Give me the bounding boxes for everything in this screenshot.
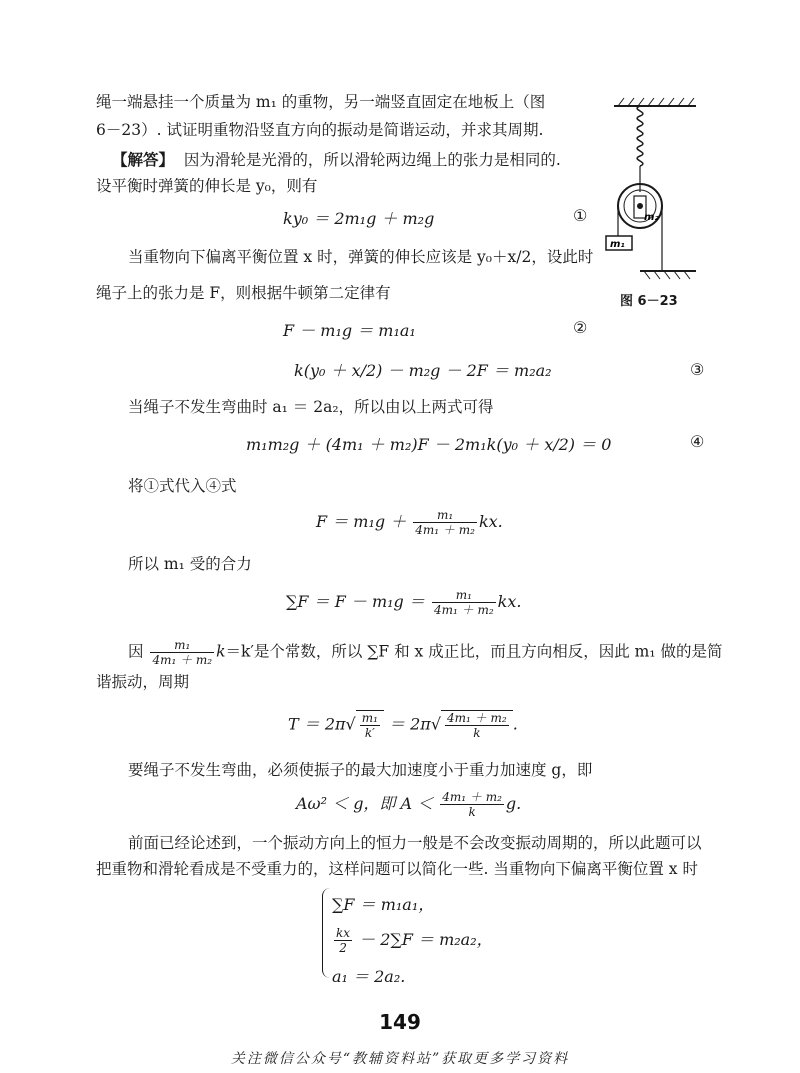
line10-denominator: 4m₁ ＋ m₂ <box>152 653 213 667</box>
line10-rest: ＝k′是个常数，所以 ∑F 和 x 成正比，而且方向相反，因此 m₁ 做的是简 <box>225 642 723 661</box>
text-line-5: 当重物向下偏离平衡位置 x 时，弹簧的伸长应该是 y₀＋x/2，设此时 <box>128 248 594 266</box>
text-line-13: 前面已经论述到，一个振动方向上的恒力一般是不会改变振动周期的，所以此题可以 <box>128 834 702 852</box>
eq5-left: F ＝ m₁g ＋ <box>316 512 407 531</box>
text-line-7: 当绳子不发生弯曲时 a₁ ＝ 2a₂，所以由以上两式可得 <box>128 398 494 416</box>
eq3-k: k <box>294 361 304 380</box>
text-line-14: 把重物和滑轮看成是不受重力的，这样问题可以简化一些. 当重物向下偏离平衡位置 x 时 <box>96 860 698 878</box>
system-eq-2-numerator: kx <box>336 926 351 940</box>
eq7-num-1: m₁ <box>361 711 378 725</box>
equation-number-1: ① <box>573 206 588 225</box>
system-eq-2-fraction <box>334 926 352 955</box>
m2-label: m₂ <box>644 212 659 223</box>
line10-k: k <box>216 642 226 661</box>
system-eq-3: a₁ ＝ 2a₂. <box>332 967 406 986</box>
text-line-4: 设平衡时弹簧的伸长是 y₀，则有 <box>96 177 318 195</box>
equation-8 <box>296 790 521 819</box>
text-line-9: 所以 m₁ 受的合力 <box>128 555 252 573</box>
eq4-paren: (y₀ ＋ x/2) <box>496 435 576 454</box>
equation-3 <box>294 358 552 381</box>
eq6-right: kx. <box>497 592 522 611</box>
text-line-12: 要绳子不发生弯曲，必须使振子的最大加速度小于重力加速度 g，即 <box>128 761 593 779</box>
ceiling-hatch <box>618 98 694 106</box>
eq6-numerator: m₁ <box>455 588 472 602</box>
eq8-left: Aω² ＜ g，即 A ＜ <box>296 794 434 813</box>
eq7-end: . <box>512 714 518 734</box>
eq6-fraction <box>432 588 496 617</box>
answer-label: 【解答】 <box>112 151 175 169</box>
equation-number-2: ② <box>573 318 588 337</box>
eq5-denominator: 4m₁ ＋ m₂ <box>415 523 475 537</box>
eq7-mid: ＝ 2π <box>383 714 431 734</box>
equation-4 <box>246 432 611 455</box>
spring <box>637 106 643 166</box>
eq3-rest: － m₂g － 2F ＝ m₂a₂ <box>382 361 552 380</box>
eq5-right: kx. <box>478 512 503 531</box>
pulley-axle <box>637 203 643 209</box>
text-line-10 <box>128 638 722 667</box>
eq5-numerator: m₁ <box>437 508 454 522</box>
eq6-left: ∑F ＝ F － m₁g ＝ <box>286 592 425 611</box>
eq7-num-2: 4m₁ ＋ m₂ <box>447 711 507 725</box>
eq8-fraction <box>440 790 504 819</box>
equation-1: ky₀ ＝ 2m₁g ＋ m₂g <box>283 209 435 228</box>
text-line-11: 谐振动，周期 <box>96 673 190 691</box>
eq6-denominator: 4m₁ ＋ m₂ <box>433 603 494 617</box>
equation-5 <box>316 508 503 537</box>
text-line-2: 6－23）. 试证明重物沿竖直方向的振动是简谐运动，并求其周期. <box>96 121 544 139</box>
eq4-left: m₁m₂g ＋ (4m₁ ＋ m₂)F － 2m₁k <box>246 435 497 454</box>
text-line-6: 绳子上的张力是 F，则根据牛顿第二定律有 <box>96 284 391 302</box>
eq8-numerator: 4m₁ ＋ m₂ <box>442 790 502 804</box>
figure-caption: 图 6－23 <box>620 294 678 309</box>
text-line-1: 绳一端悬挂一个质量为 m₁ 的重物，另一端竖直固定在地板上（图 <box>96 93 546 111</box>
system-eq-2 <box>332 926 493 955</box>
equation-number-4: ④ <box>690 432 705 451</box>
line10-start: 因 <box>128 642 144 661</box>
equation-number-3: ③ <box>690 360 705 379</box>
eq8-right: g. <box>505 794 522 813</box>
eq7-sqrt-2 <box>441 710 513 740</box>
eq7-left: T ＝ 2π <box>288 714 346 734</box>
text-line-8: 将①式代入④式 <box>128 477 237 495</box>
system-eq-2-denominator: 2 <box>334 940 352 955</box>
floor-hatch <box>644 271 690 279</box>
eq8-denominator: k <box>440 804 504 819</box>
eq7-fraction-1 <box>360 711 380 740</box>
eq7-den-1: k′ <box>360 725 380 740</box>
eq5-fraction <box>413 508 477 537</box>
equation-6 <box>286 588 521 617</box>
line10-numerator: m₁ <box>174 638 191 652</box>
text-line-3 <box>112 150 561 170</box>
eq7-fraction-2 <box>445 711 509 740</box>
eq4-right: ＝ 0 <box>575 435 612 454</box>
eq7-sqrt-1 <box>356 710 384 740</box>
m1-label: m₁ <box>610 239 625 250</box>
answer-intro: 因为滑轮是光滑的，所以滑轮两边绳上的张力是相同的. <box>183 151 561 169</box>
eq3-paren: (y₀ ＋ x/2) <box>303 361 383 380</box>
system-eq-2-rest: － 2∑F ＝ m₂a₂， <box>354 930 493 949</box>
eq7-den-2: k <box>445 725 509 740</box>
figure-spring-pulley <box>600 96 710 316</box>
page-number: 149 <box>379 1010 421 1034</box>
equation-2: F － m₁g ＝ m₁a₁ <box>283 321 416 340</box>
equation-7: T ＝ 2π√ $\frac{\text{m₁}}{k'}$ ＝ 2π√ $\frac{\text{4m₁ ＋ m₂}}{k}$ . <box>288 711 518 740</box>
system-eq-1: ∑F ＝ m₁a₁， <box>332 895 435 914</box>
footer-watermark: 关注微信公众号“教辅资料站”获取更多学习资料 <box>230 1051 570 1067</box>
line10-fraction <box>150 638 214 667</box>
